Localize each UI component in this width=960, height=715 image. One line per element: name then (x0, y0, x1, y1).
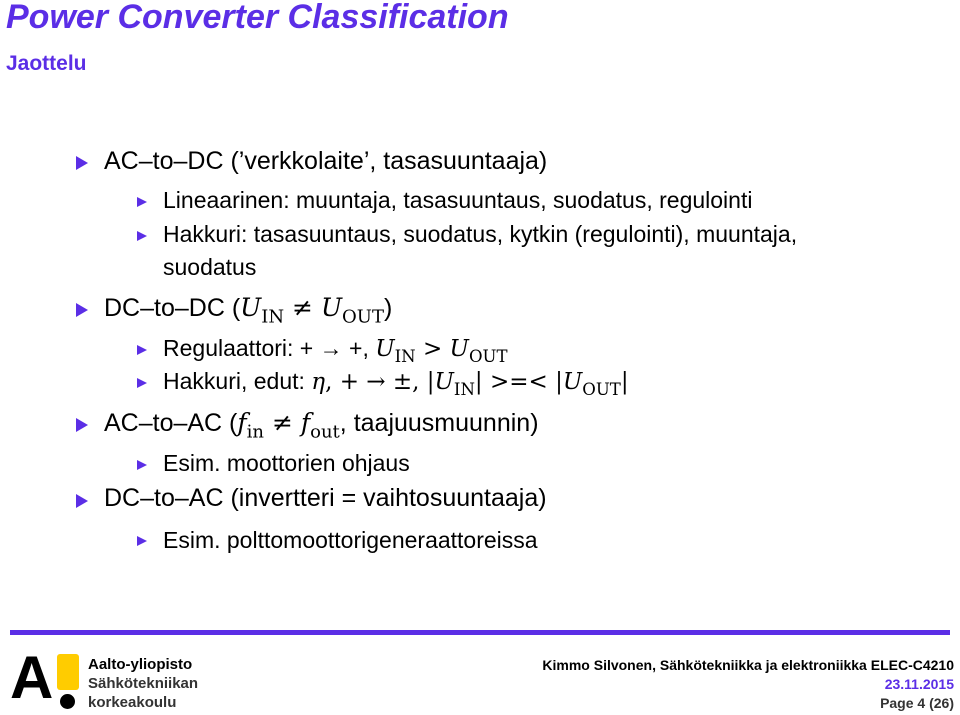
item-label-end: , taajuusmuunnin) (339, 409, 539, 437)
bullet-icon (76, 418, 88, 432)
institution-name: Aalto-yliopisto (88, 656, 193, 673)
list-item-dc-dc (104, 293, 392, 327)
sub-item-text: Hakkuri, edut: (163, 368, 312, 394)
math-symbol: f (237, 408, 247, 437)
slide-title: Power Converter Classification (6, 0, 509, 36)
list-item-ac-ac (104, 408, 539, 442)
math-relation: > (415, 336, 450, 362)
math-subscript: OUT (342, 306, 384, 328)
math-relation: | >=< | (474, 369, 563, 395)
math-subscript: IN (453, 379, 475, 399)
math-symbol: f (300, 408, 311, 437)
math-symbol: U (375, 336, 395, 362)
logo-letter: A (10, 644, 54, 711)
math-relation: ≠ (284, 293, 321, 322)
bullet-icon (137, 378, 147, 388)
sub-item-continuation (163, 254, 256, 281)
sub-item-hakkuri-edut (163, 368, 629, 399)
sub-item-hakkuri (163, 221, 797, 248)
sub-item-text: Lineaarinen: muuntaja, tasasuuntaus, suodatus, regulointi (163, 187, 753, 213)
page-number: Page 4 (26) (880, 695, 954, 711)
item-label: AC–to–AC ( (104, 409, 238, 437)
footer-divider (10, 630, 950, 635)
bullet-icon (137, 231, 147, 241)
item-label: AC–to–DC (’verkkolaite’, tasasuuntaaja) (104, 147, 548, 175)
slide-subtitle: Jaottelu (6, 52, 87, 75)
math-subscript: IN (261, 306, 285, 328)
sub-item-regulaattori (163, 335, 508, 366)
bullet-icon (76, 303, 88, 317)
math-symbol: U (240, 293, 262, 322)
bullet-icon (76, 494, 88, 508)
sub-item-lineaarinen (163, 187, 752, 214)
footer-info (542, 656, 954, 713)
bullet-icon (137, 536, 147, 546)
math-text: | (620, 369, 629, 395)
bullet-icon (137, 345, 147, 355)
institution-block (88, 655, 198, 712)
math-symbol: U (449, 336, 469, 362)
slide-date: 23.11.2015 (884, 676, 954, 692)
math-subscript: in (246, 421, 265, 443)
math-subscript: out (310, 421, 340, 443)
school-name-line2: korkeakoulu (88, 694, 177, 711)
list-item-dc-ac (104, 484, 547, 513)
item-label: DC–to–DC ( (104, 294, 241, 322)
math-symbol: U (434, 369, 454, 395)
sub-item-text: suodatus (163, 254, 257, 280)
item-label: DC–to–AC (invertteri = vaihtosuuntaaja) (104, 484, 547, 512)
bullet-icon (137, 460, 147, 470)
item-label-end: ) (383, 294, 393, 322)
math-subscript: IN (394, 346, 416, 366)
math-subscript: OUT (582, 379, 621, 399)
sub-item-text: Regulaattori: + → +, (163, 335, 376, 361)
math-relation: ≠ (264, 408, 301, 437)
sub-item-text: Esim. polttomoottorigeneraattoreissa (163, 527, 538, 553)
sub-item-esim-polttomoottori (163, 527, 538, 554)
school-name-line1: Sähkötekniikan (88, 675, 199, 692)
logo-exclamation-icon (57, 654, 79, 690)
list-item-ac-dc (104, 147, 547, 176)
author-course: Kimmo Silvonen, Sähkötekniikka ja elektroniikka ELEC-C4210 (542, 657, 954, 673)
math-symbol: U (320, 293, 343, 322)
bullet-icon (76, 156, 88, 170)
sub-item-text: Hakkuri: tasasuuntaus, suodatus, kytkin (regulointi), muuntaja, (163, 221, 798, 247)
math-symbol: η (311, 369, 326, 395)
sub-item-esim-moottorien (163, 450, 410, 477)
bullet-icon (137, 197, 147, 207)
math-subscript: OUT (468, 346, 508, 366)
math-text: , + → ±, | (325, 369, 435, 395)
math-symbol: U (562, 369, 583, 395)
sub-item-text: Esim. moottorien ohjaus (163, 450, 410, 476)
logo-dot-icon (60, 694, 75, 709)
